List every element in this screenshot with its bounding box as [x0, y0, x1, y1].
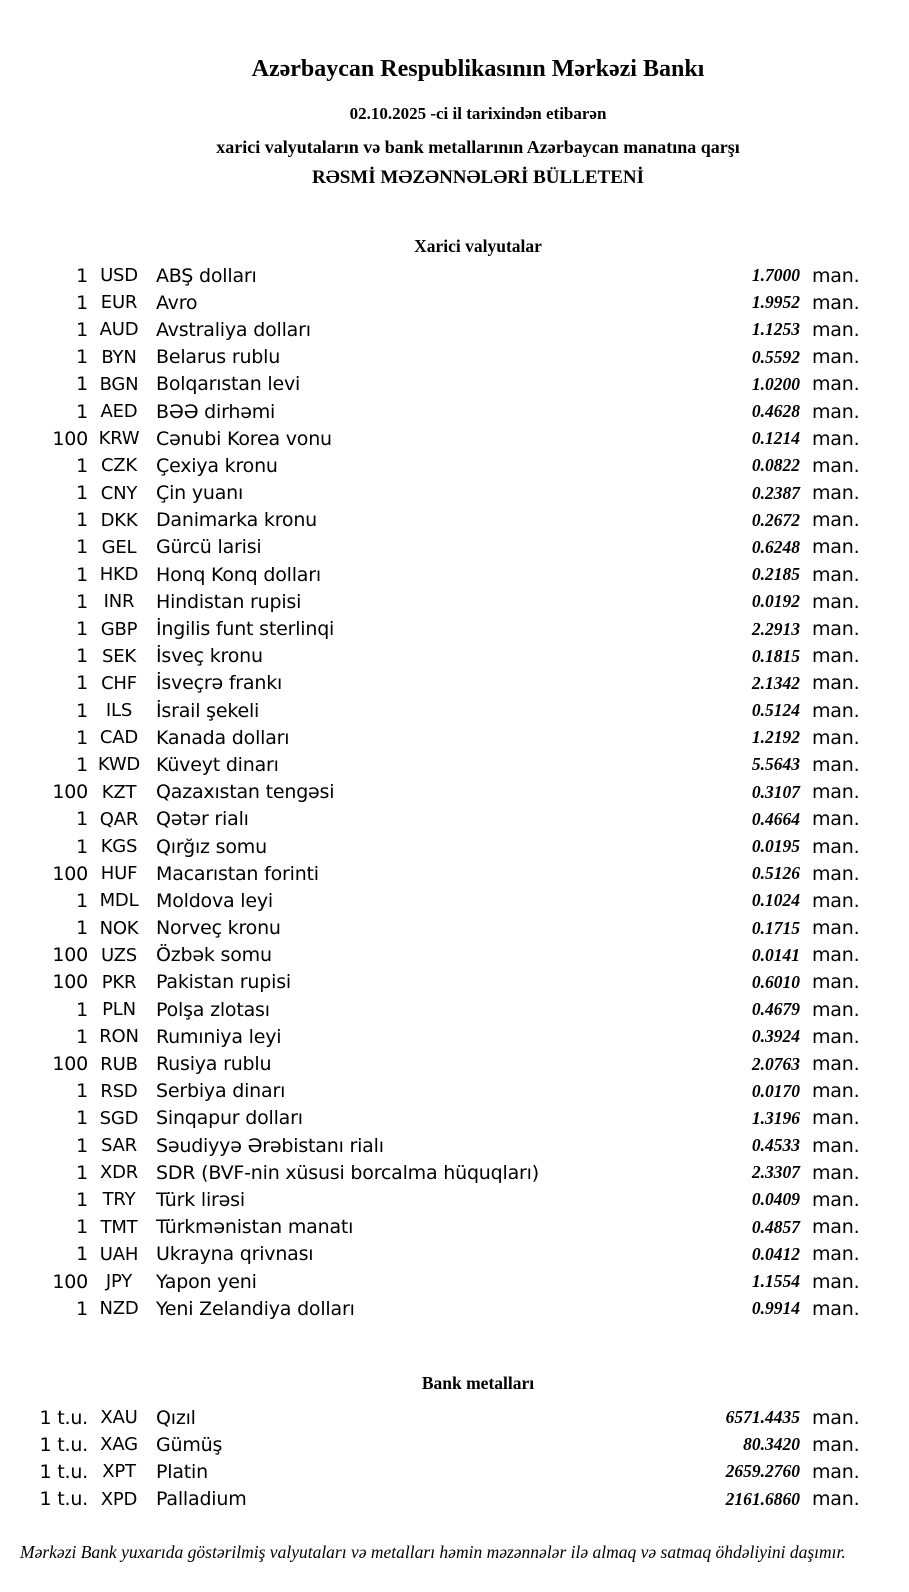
quantity-cell: 1 — [76, 1216, 88, 1239]
currency-name-cell: Serbiya dinarı — [156, 1080, 286, 1103]
table-row — [0, 425, 909, 452]
metals-table — [0, 1404, 909, 1513]
unit-cell: man. — [812, 1297, 860, 1320]
rate-cell: 0.2387 — [751, 482, 800, 503]
rate-cell: 0.0822 — [751, 455, 800, 476]
currency-code-cell: AED — [100, 401, 138, 423]
currency-code-cell: KWD — [97, 754, 141, 776]
currency-code-cell: ILS — [105, 700, 133, 722]
quantity-cell: 1 — [76, 1297, 88, 1320]
unit-cell: man. — [812, 1433, 860, 1456]
rate-cell: 2.3307 — [751, 1162, 800, 1183]
table-row — [0, 1132, 909, 1159]
quantity-cell: 1 — [76, 753, 88, 776]
quantity-cell: 1 — [76, 346, 88, 369]
currency-name-cell: Platin — [156, 1460, 208, 1483]
unit-cell: man. — [812, 726, 860, 749]
currency-name-cell: BƏƏ dirhəmi — [156, 400, 276, 423]
table-row — [0, 615, 909, 642]
currency-code-cell: SAR — [101, 1135, 137, 1157]
currency-code-cell: TRY — [102, 1189, 136, 1211]
table-row — [0, 534, 909, 561]
currency-name-cell: Macarıstan forinti — [156, 862, 319, 885]
rate-cell: 1.9952 — [751, 292, 800, 313]
table-row — [0, 1458, 909, 1485]
table-row — [0, 1486, 909, 1513]
currency-code-cell: XPT — [102, 1461, 136, 1483]
currency-code-cell: RON — [99, 1026, 139, 1048]
currency-name-cell: Qırğız somu — [156, 835, 267, 858]
table-row — [0, 833, 909, 860]
unit-cell: man. — [812, 1025, 860, 1048]
unit-cell: man. — [812, 971, 860, 994]
quantity-cell: 1 — [76, 726, 88, 749]
bulletin-title: RƏSMİ MƏZƏNNƏLƏRİ BÜLLETENİ — [311, 167, 644, 188]
unit-cell: man. — [812, 482, 860, 505]
rate-cell: 1.7000 — [751, 265, 800, 286]
table-row — [0, 262, 909, 289]
table-row — [0, 1241, 909, 1268]
table-row — [0, 1295, 909, 1322]
unit-cell: man. — [812, 889, 860, 912]
quantity-cell: 1 — [76, 482, 88, 505]
quantity-cell: 1 — [76, 645, 88, 668]
rate-cell: 1.0200 — [751, 373, 800, 394]
table-row — [0, 1050, 909, 1077]
table-row — [0, 915, 909, 942]
rate-cell: 0.1024 — [751, 890, 800, 911]
unit-cell: man. — [812, 454, 860, 477]
rate-cell: 0.0409 — [751, 1189, 800, 1210]
unit-cell: man. — [812, 509, 860, 532]
rate-cell: 0.4628 — [751, 401, 800, 422]
table-row — [0, 942, 909, 969]
currencies-section-heading: Xarici valyutalar — [414, 236, 542, 256]
quantity-cell: 1 t.u. — [39, 1460, 88, 1483]
table-row — [0, 1431, 909, 1458]
quantity-cell: 1 t.u. — [39, 1433, 88, 1456]
currency-code-cell: UAH — [99, 1243, 139, 1265]
quantity-cell: 1 t.u. — [39, 1406, 88, 1429]
quantity-cell: 1 — [76, 835, 88, 858]
unit-cell: man. — [812, 917, 860, 940]
rate-cell: 2.0763 — [751, 1053, 800, 1074]
rate-cell: 0.0412 — [751, 1243, 800, 1264]
rate-cell: 1.3196 — [751, 1107, 800, 1128]
table-row — [0, 371, 909, 398]
rate-cell: 2.2913 — [751, 618, 800, 639]
currency-code-cell: DKK — [100, 509, 138, 531]
quantity-cell: 1 — [76, 672, 88, 695]
currency-name-cell: Ukrayna qrivnası — [156, 1243, 314, 1266]
quantity-cell: 1 — [76, 1025, 88, 1048]
unit-cell: man. — [812, 1107, 860, 1130]
quantity-cell: 1 — [76, 917, 88, 940]
unit-cell: man. — [812, 998, 860, 1021]
currency-code-cell: AUD — [99, 319, 139, 341]
table-row — [0, 452, 909, 479]
quantity-cell: 1 — [76, 590, 88, 613]
currency-name-cell: Honq Konq dolları — [156, 563, 321, 586]
unit-cell: man. — [812, 1270, 860, 1293]
currency-name-cell: Çin yuanı — [156, 482, 244, 505]
rate-cell: 0.5592 — [751, 346, 800, 367]
unit-cell: man. — [812, 781, 860, 804]
rate-cell: 0.0195 — [751, 836, 800, 857]
currency-name-cell: İngilis funt sterlinqi — [156, 618, 335, 641]
quantity-cell: 1 — [76, 699, 88, 722]
rate-cell: 0.3924 — [751, 1026, 800, 1047]
subtitle-line: xarici valyutaların və bank metallarının Azərbaycan manatına qarşı — [216, 137, 740, 157]
currency-name-cell: Yapon yeni — [156, 1270, 257, 1293]
currency-code-cell: KRW — [98, 428, 140, 450]
currency-name-cell: Rumıniya leyi — [156, 1025, 282, 1048]
unit-cell: man. — [812, 427, 860, 450]
quantity-cell: 1 — [76, 1243, 88, 1266]
table-row — [0, 1268, 909, 1295]
quantity-cell: 1 — [76, 998, 88, 1021]
quantity-cell: 1 — [76, 1161, 88, 1184]
quantity-cell: 1 — [76, 318, 88, 341]
rate-cell: 2659.2760 — [725, 1461, 800, 1482]
unit-cell: man. — [812, 563, 860, 586]
rate-cell: 5.5643 — [751, 754, 800, 775]
currency-code-cell: PLN — [102, 999, 136, 1021]
quantity-cell: 1 — [76, 889, 88, 912]
currency-name-cell: İsrail şekeli — [156, 699, 260, 722]
currency-code-cell: USD — [100, 265, 138, 287]
currency-name-cell: Avro — [156, 291, 198, 314]
currency-name-cell: Polşa zlotası — [156, 998, 270, 1021]
quantity-cell: 1 — [76, 264, 88, 287]
currency-code-cell: SEK — [101, 645, 136, 667]
currency-code-cell: XPD — [100, 1488, 138, 1510]
page-title: Azərbaycan Respublikasının Mərkəzi Bankı — [251, 56, 705, 82]
unit-cell: man. — [812, 590, 860, 613]
unit-cell: man. — [812, 291, 860, 314]
quantity-cell: 100 — [52, 971, 88, 994]
quantity-cell: 1 — [76, 400, 88, 423]
unit-cell: man. — [812, 318, 860, 341]
currency-name-cell: Norveç kronu — [156, 917, 281, 940]
rate-cell: 0.4679 — [751, 999, 800, 1020]
currency-code-cell: EUR — [100, 292, 138, 314]
currency-name-cell: Hindistan rupisi — [156, 590, 302, 613]
currency-name-cell: Türk lirəsi — [156, 1188, 245, 1211]
currency-code-cell: MDL — [99, 890, 139, 912]
currency-code-cell: RSD — [100, 1080, 138, 1102]
table-row — [0, 724, 909, 751]
quantity-cell: 100 — [52, 1270, 88, 1293]
unit-cell: man. — [812, 862, 860, 885]
currency-code-cell: XAU — [100, 1407, 138, 1429]
unit-cell: man. — [812, 1406, 860, 1429]
currency-name-cell: Səudiyyə Ərəbistanı rialı — [156, 1134, 384, 1157]
rate-cell: 0.2185 — [751, 564, 800, 585]
rate-cell: 0.5126 — [751, 863, 800, 884]
quantity-cell: 1 — [76, 373, 88, 396]
rate-cell: 0.5124 — [751, 700, 800, 721]
quantity-cell: 100 — [52, 781, 88, 804]
unit-cell: man. — [812, 1216, 860, 1239]
table-row — [0, 1078, 909, 1105]
currency-name-cell: Avstraliya dolları — [156, 318, 311, 341]
currency-name-cell: Qızıl — [156, 1406, 196, 1429]
unit-cell: man. — [812, 808, 860, 831]
table-row — [0, 969, 909, 996]
table-row — [0, 588, 909, 615]
table-row — [0, 860, 909, 887]
currency-code-cell: XAG — [100, 1434, 138, 1456]
currency-name-cell: Bolqarıstan levi — [156, 373, 301, 396]
currency-code-cell: HUF — [100, 863, 138, 885]
effective-date-line: 02.10.2025 -ci il tarixindən etibarən — [349, 104, 607, 123]
currency-name-cell: Gümüş — [156, 1433, 223, 1456]
quantity-cell: 1 — [76, 563, 88, 586]
currency-name-cell: İsveç kronu — [156, 645, 263, 668]
table-row — [0, 643, 909, 670]
table-row — [0, 289, 909, 316]
currency-code-cell: CNY — [100, 482, 138, 504]
currency-code-cell: KZT — [101, 781, 137, 803]
currency-name-cell: Rusiya rublu — [156, 1053, 272, 1076]
currencies-table — [0, 262, 909, 1322]
rate-cell: 0.9914 — [751, 1298, 800, 1319]
currency-code-cell: UZS — [100, 944, 137, 966]
quantity-cell: 100 — [52, 862, 88, 885]
rate-cell: 1.1554 — [751, 1271, 800, 1292]
currency-code-cell: INR — [103, 591, 135, 613]
table-row — [0, 316, 909, 343]
currency-name-cell: Türkmənistan manatı — [156, 1216, 354, 1239]
table-row — [0, 561, 909, 588]
currency-name-cell: SDR (BVF-nin xüsusi borcalma hüquqları) — [156, 1161, 539, 1184]
rate-cell: 0.4857 — [751, 1216, 800, 1237]
table-row — [0, 480, 909, 507]
table-row — [0, 1105, 909, 1132]
currency-name-cell: Qazaxıstan tengəsi — [156, 781, 335, 804]
table-row — [0, 1159, 909, 1186]
footer-note: Mərkəzi Bank yuxarıda göstərilmiş valyutaları və metalları həmin məzənnələr ilə almaq və satmaq öhdəliyini daşımır. — [20, 1542, 846, 1562]
currency-code-cell: JPY — [105, 1271, 133, 1293]
metals-section-heading: Bank metalları — [421, 1373, 535, 1393]
table-row — [0, 398, 909, 425]
rate-cell: 0.1815 — [751, 645, 800, 666]
table-row — [0, 996, 909, 1023]
quantity-cell: 1 — [76, 1188, 88, 1211]
currency-name-cell: Moldova leyi — [156, 889, 273, 912]
currency-code-cell: XDR — [99, 1162, 139, 1184]
rate-cell: 6571.4435 — [725, 1407, 800, 1428]
currency-name-cell: Küveyt dinarı — [156, 753, 279, 776]
rate-cell: 0.2672 — [751, 509, 800, 530]
unit-cell: man. — [812, 1080, 860, 1103]
currency-name-cell: Danimarka kronu — [156, 509, 318, 532]
currency-code-cell: CAD — [99, 727, 139, 749]
table-row — [0, 670, 909, 697]
quantity-cell: 1 — [76, 454, 88, 477]
unit-cell: man. — [812, 1488, 860, 1511]
table-row — [0, 507, 909, 534]
quantity-cell: 1 — [76, 808, 88, 831]
currency-code-cell: GEL — [101, 536, 137, 558]
rate-cell: 1.1253 — [751, 319, 800, 340]
rate-cell: 0.6010 — [751, 971, 800, 992]
currency-code-cell: NOK — [99, 917, 139, 939]
currency-code-cell: TMT — [100, 1216, 138, 1238]
unit-cell: man. — [812, 835, 860, 858]
currency-name-cell: Palladium — [156, 1488, 247, 1511]
unit-cell: man. — [812, 373, 860, 396]
currency-code-cell: RUB — [100, 1053, 138, 1075]
unit-cell: man. — [812, 264, 860, 287]
quantity-cell: 100 — [52, 1053, 88, 1076]
currency-name-cell: Çexiya kronu — [156, 454, 278, 477]
quantity-cell: 1 — [76, 1107, 88, 1130]
unit-cell: man. — [812, 944, 860, 967]
quantity-cell: 1 — [76, 536, 88, 559]
rate-cell: 0.1214 — [751, 428, 800, 449]
table-row — [0, 344, 909, 371]
unit-cell: man. — [812, 753, 860, 776]
currency-name-cell: Yeni Zelandiya dolları — [156, 1297, 355, 1320]
table-row — [0, 1404, 909, 1431]
unit-cell: man. — [812, 1460, 860, 1483]
unit-cell: man. — [812, 1161, 860, 1184]
rate-cell: 0.4533 — [751, 1135, 800, 1156]
currency-name-cell: Cənubi Korea vonu — [156, 427, 332, 450]
rate-cell: 0.1715 — [751, 917, 800, 938]
rate-cell: 1.2192 — [751, 727, 800, 748]
table-row — [0, 1214, 909, 1241]
unit-cell: man. — [812, 346, 860, 369]
currency-name-cell: İsveçrə frankı — [156, 672, 283, 695]
currency-code-cell: KGS — [100, 836, 138, 858]
quantity-cell: 1 — [76, 291, 88, 314]
rate-cell: 80.3420 — [743, 1434, 800, 1455]
rate-cell: 2.1342 — [751, 672, 800, 693]
unit-cell: man. — [812, 618, 860, 641]
currency-code-cell: HKD — [99, 564, 139, 586]
currency-name-cell: Özbək somu — [156, 944, 272, 967]
table-row — [0, 751, 909, 778]
rate-cell: 0.4664 — [751, 808, 800, 829]
unit-cell: man. — [812, 645, 860, 668]
currency-code-cell: BGN — [99, 373, 139, 395]
currency-name-cell: Kanada dolları — [156, 726, 290, 749]
unit-cell: man. — [812, 400, 860, 423]
unit-cell: man. — [812, 1053, 860, 1076]
rate-cell: 0.0192 — [751, 591, 800, 612]
currency-name-cell: Gürcü larisi — [156, 536, 262, 559]
table-row — [0, 779, 909, 806]
quantity-cell: 1 t.u. — [39, 1488, 88, 1511]
table-row — [0, 697, 909, 724]
currency-code-cell: CHF — [101, 672, 137, 694]
quantity-cell: 100 — [52, 944, 88, 967]
quantity-cell: 1 — [76, 1134, 88, 1157]
quantity-cell: 1 — [76, 1080, 88, 1103]
currency-name-cell: Belarus rublu — [156, 346, 281, 369]
currency-code-cell: QAR — [99, 808, 139, 830]
unit-cell: man. — [812, 1243, 860, 1266]
table-row — [0, 806, 909, 833]
table-row — [0, 887, 909, 914]
unit-cell: man. — [812, 536, 860, 559]
currency-code-cell: SGD — [99, 1107, 139, 1129]
rate-cell: 0.6248 — [751, 536, 800, 557]
currency-name-cell: ABŞ dolları — [156, 264, 257, 287]
unit-cell: man. — [812, 699, 860, 722]
rate-cell: 2161.6860 — [725, 1488, 800, 1509]
unit-cell: man. — [812, 1134, 860, 1157]
currency-name-cell: Sinqapur dolları — [156, 1107, 303, 1130]
currency-code-cell: CZK — [100, 455, 138, 477]
quantity-cell: 1 — [76, 509, 88, 532]
unit-cell: man. — [812, 672, 860, 695]
quantity-cell: 1 — [76, 618, 88, 641]
table-row — [0, 1023, 909, 1050]
currency-name-cell: Pakistan rupisi — [156, 971, 291, 994]
rate-cell: 0.3107 — [751, 781, 800, 802]
quantity-cell: 100 — [52, 427, 88, 450]
currency-code-cell: NZD — [99, 1298, 139, 1320]
currency-code-cell: BYN — [101, 346, 137, 368]
table-row — [0, 1186, 909, 1213]
currency-name-cell: Qətər rialı — [156, 808, 249, 831]
currency-code-cell: GBP — [100, 618, 138, 640]
currency-code-cell: PKR — [101, 971, 137, 993]
rate-cell: 0.0170 — [751, 1080, 800, 1101]
rate-cell: 0.0141 — [751, 944, 800, 965]
unit-cell: man. — [812, 1188, 860, 1211]
